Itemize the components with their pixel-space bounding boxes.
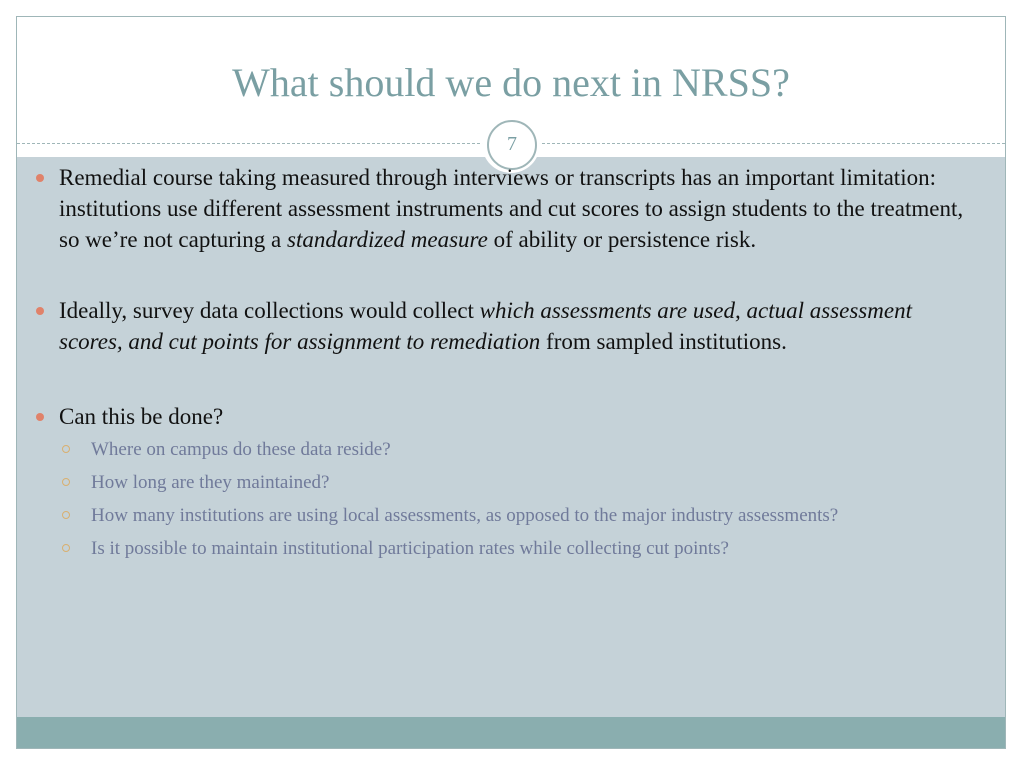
footer-bar xyxy=(17,717,1005,749)
sub-bullet-text: Where on campus do these data reside? xyxy=(91,439,391,460)
sub-bullet-item xyxy=(34,535,964,562)
bullet-text: Remedial course taking measured through interviews or transcripts has an important limitation: institutions use different assessment instruments and cut scores to assign students to the treatment, so we’re not capturing a xyxy=(59,165,964,252)
bullet-emphasis: standardized measure xyxy=(287,227,488,252)
bullet-item xyxy=(34,162,964,255)
sub-bullet-text: How many institutions are using local assessments, as opposed to the major industry assessments? xyxy=(91,505,839,526)
bullet-dot-icon xyxy=(36,174,44,182)
slide-title: What should we do next in NRSS? xyxy=(232,60,790,105)
bullet-text: of ability or persistence risk. xyxy=(487,227,757,252)
slide-number: 7 xyxy=(487,120,537,170)
bullet-dot-icon xyxy=(36,413,44,421)
bullet-item xyxy=(34,295,964,357)
sub-bullet-item xyxy=(34,469,964,496)
bullet-dot-icon xyxy=(36,307,44,315)
bullet-text: from sampled institutions. xyxy=(540,329,787,354)
bullet-text: Can this be done? xyxy=(59,404,224,429)
sub-bullet-text: Is it possible to maintain institutional participation rates while collecting cut points? xyxy=(91,538,729,559)
bullet-text: Ideally, survey data collections would collect xyxy=(59,298,480,323)
sub-bullet-ring-icon xyxy=(62,511,70,519)
sub-bullet-ring-icon xyxy=(62,544,70,552)
slide-body xyxy=(34,162,964,568)
bullet-emphasis: which assessments are used, actual assessment scores, and cut points for assignment to remediation xyxy=(59,298,912,354)
sub-bullet-item xyxy=(34,436,964,463)
sub-bullet-text: How long are they maintained? xyxy=(91,472,330,493)
sub-bullet-ring-icon xyxy=(62,445,70,453)
sub-bullet-item xyxy=(34,502,964,529)
sub-bullet-list xyxy=(34,436,964,562)
bullet-item xyxy=(34,401,964,432)
sub-bullet-ring-icon xyxy=(62,478,70,486)
